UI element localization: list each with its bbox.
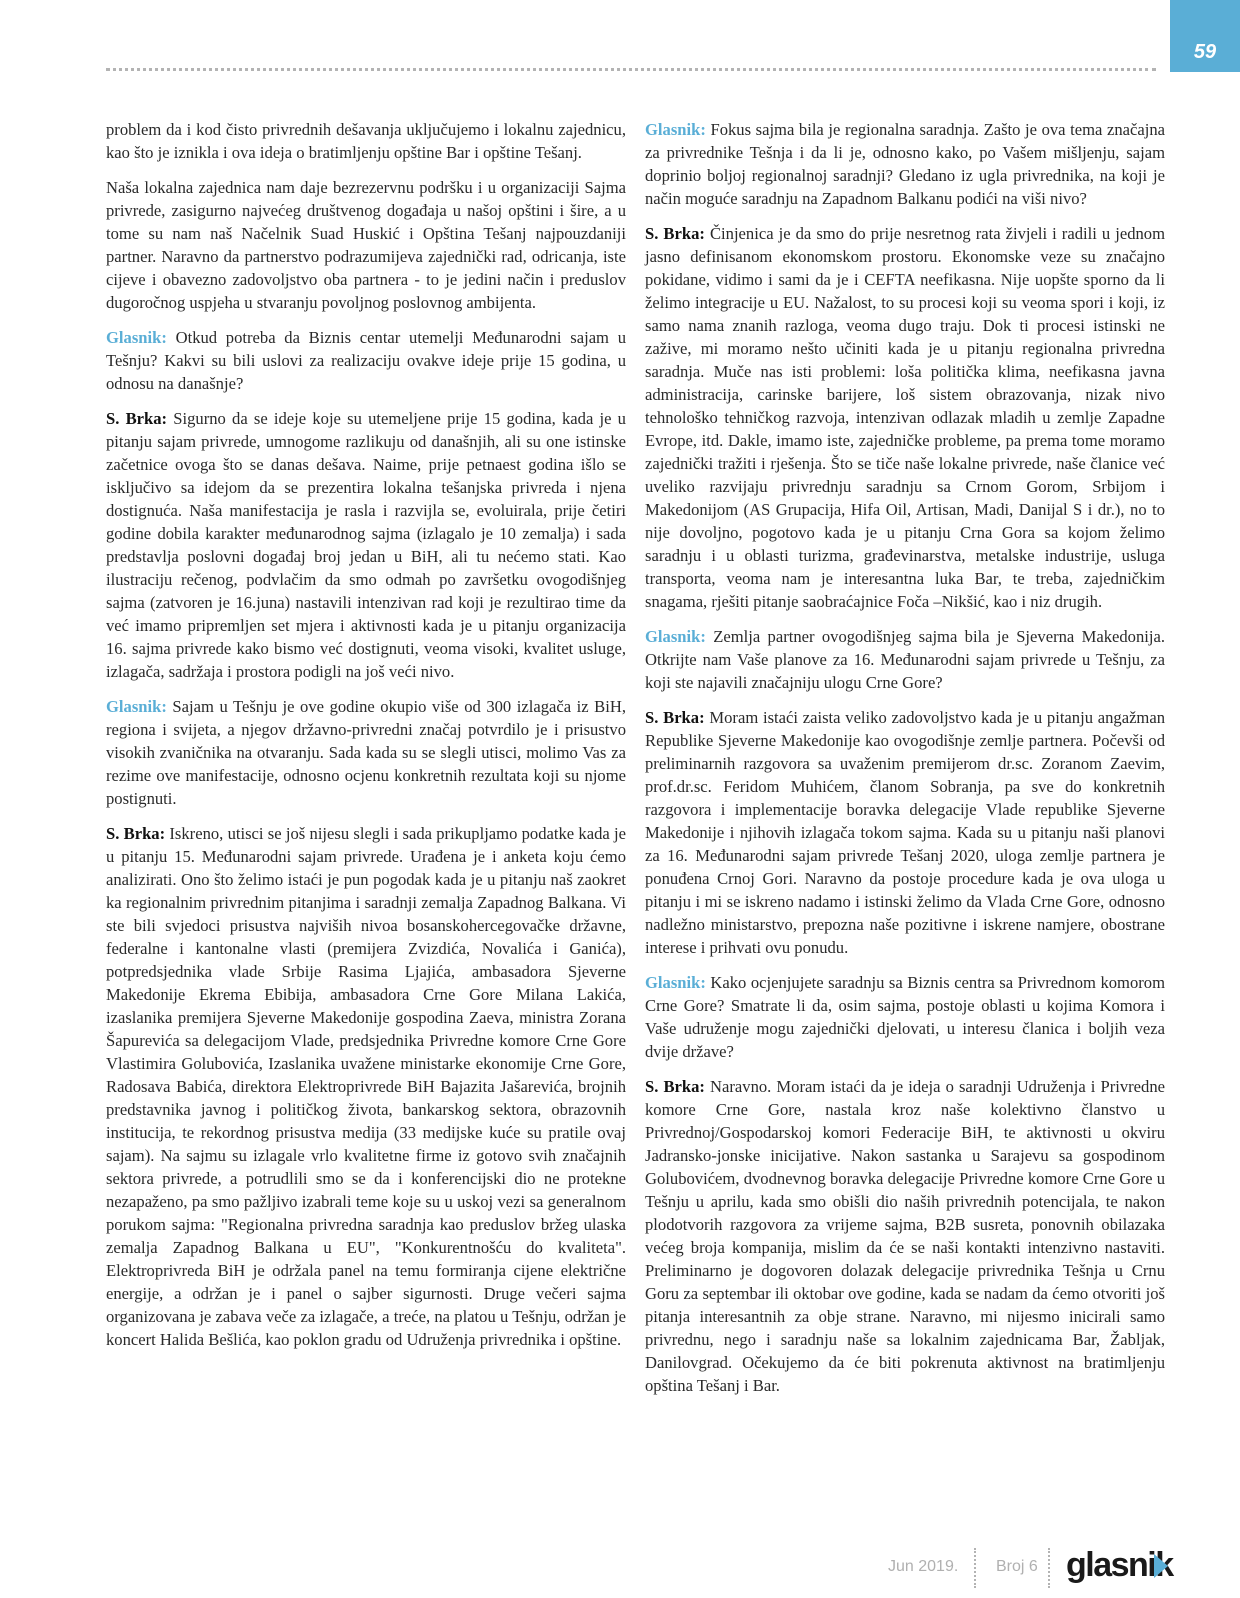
paragraph-text: Sajam u Tešnju je ove godine okupio više od 300 izlagača iz BiH, regiona i svijeta, a njegov državno-privredni značaj potvrdilo je i prisustvo visokih zvaničnika na otvaranju. Sada kada su se slegli utisci, molimo Vas za rezime ove manifestacije, odnosno ocjenu konkretnih rezultata koji su njome postignuti.: [106, 697, 626, 808]
page-number-tab: [1170, 0, 1240, 72]
page-number: 59: [1193, 41, 1217, 63]
paragraph: [106, 118, 626, 164]
interviewer-label: Glasnik:: [645, 627, 706, 646]
paragraph: [645, 1075, 1165, 1397]
paragraph-text: Moram istaći zaista veliko zadovoljstvo kada je u pitanju angažman Republike Sjeverne Makedonije kao ovogodišnje zemlje partnera. Počevši od preliminarnih razgovora sa uvaženim premijerom dr.sc. Zoranom Zaevim, prof.dr.sc. Feridom Muhićem, članom Sobranja, pa sve do konkretnih razgovora i implementacije boravka delegacije Vlade republike Sjeverne Makedonije i njihovih izlagača tokom sajma. Kada su u pitanju naši planovi za 16. Međunarodni sajam privrede Tešanj 2020, uloga zemlje partnera je ponuđena Crnoj Gori. Naravno da postoje procedure kada je ova uloga u pitanju i mi se iskreno nadamo i istinski želimo da Vlada Crne Gore, odnosno nadležno ministarstvo, prepozna naše pozitivne i iskrene namjere, obostrane interese i prihvati ovu ponudu.: [645, 708, 1166, 957]
paragraph: [645, 222, 1165, 613]
interviewee-label: S. Brka:: [645, 708, 705, 727]
paragraph-text: Naša lokalna zajednica nam daje bezrezervnu podršku i u organizaciji Sajma privrede, zasigurno najvećeg društvenog događaja u našoj opštini i šire, a u tome su nam naš Načelnik Suad Huskić i Opština Tešanj najpouzdaniji partner. Naravno da partnerstvo podrazumijeva zajednički rad, odricanja, iste cijeve i obavezno zadovoljstvo oba partnera - to je jedini način i preduslov dugoročnog uspjeha u stvaranju povoljnog poslovnog ambijenta.: [106, 178, 626, 312]
footer: [0, 1548, 1240, 1598]
left-column: [106, 118, 626, 1363]
logo-chevron-icon: [1154, 1554, 1168, 1578]
paragraph: [106, 407, 626, 683]
paragraph: [106, 326, 626, 395]
glasnik-logo: glasnik: [1066, 1546, 1173, 1584]
interviewee-label: S. Brka:: [106, 409, 168, 428]
interviewee-label: S. Brka:: [645, 1077, 705, 1096]
paragraph: [645, 625, 1165, 694]
paragraph-text: Iskreno, utisci se još nijesu slegli i sada prikupljamo podatke kada je u pitanju 15. Međunarodni sajam privrede. Urađena je i anketa koju ćemo analizirati. Ono što želimo istaći je pun pogodak kada je u pitanju naš zaokret ka regionalnim privrednim pitanjima i saradnji zemalja Zapadnog Balkana. Vi ste bili svjedoci prisustva najviših nivoa bosanskohercegovačke državne, federalne i kantonalne vlasti (premijera Zvizdića, Novalića i Ganića), potpredsjednika vlade Srbije Rasima Ljajića, ambasadora Sjeverne Makedonije Ekrema Ebibija, ambasadora Crne Gore Milana Lakića, izaslanika premijera Sjeverne Makedonije gospodina Zaeva, ministra Zorana Šapurevića sa delegacijom Vlade, predsjednika Privredne komore Crne Gore Vlastimira Golubovića, Izaslanika uvažene ministarke ekonomije Crne Gore, Radosava Babića, direktora Elektroprivrede BiH Bajazita Jašarevića, brojnih predstavnika javnog i političkog života, bankarskog sektora, obrazovnih institucija, te rekordnog prisustva medija (33 medijske kuće su pratile ovaj sajam). Na sajmu su izlagale vrlo kvalitetne firme iz gotovo svih značajnih sektora privrede, a potrudlili smo se da i konferencijski dio ne protekne nezapaženo, pa smo pažljivo izabrali teme koje su u uskoj vezi sa generalnom porukom sajma: "Regionalna privredna saradnja kao preduslov bržeg ulaska zemalja Zapadnog Balkana u EU", "Konkurentnošću do kvaliteta". Elektroprivreda BiH je održala panel na temu formiranja cijene električne energije, a održan je i panel o sajber sigurnosti. Druge večeri sajma organizovana je zabava veče za izlagače, a treće, na platou u Tešnju, održan je koncert Halida Bešlića, kao poklon gradu od Udruženja privrednika i opštine.: [106, 824, 626, 1349]
paragraph-text: Kako ocjenjujete saradnju sa Biznis centra sa Privrednom komorom Crne Gore? Smatrate li da, osim sajma, postoje oblasti u kojima Komora i Vaše udruženje mogu zajednički djelovati, u interesu članica i boljih veza dvije države?: [645, 973, 1165, 1061]
paragraph-text: Naravno. Moram istaći da je ideja o saradnji Udruženja i Privredne komore Crne Gore, nastala kroz naše kolektivno članstvo u Privrednoj/Gospodarskoj komori Federacije BiH, te aktivnosti u okviru Jadransko-jonske inicijative. Nakon sastanka u Sarajevu sa gospodinom Golubovićem, dvodnevnog boravka delegacije Privredne komore Crne Gore u Tešnju u aprilu, kada smo obišli dio naših privrednih potencijala, te nakon plodotvorih razgovora za vrijeme sajma, B2B susreta, ponovnih obilazaka većeg broja kompanija, mislim da će se naši kontakti intenzivno nastaviti. Preliminarno je dogovoren dolazak delegacije privrednika Tešnja u Crnu Goru za septembar ili oktobar ove godine, kada se nadam da ćemo otvoriti još pitanja interesantnih za obje strane. Naravno, mi nijesmo inicirali samo privrednu, nego i saradnju naše sa lokalnim zajednicama Bar, Žabljak, Danilovgrad. Očekujemo da će biti pokrenuta aktivnost na bratimljenju opština Tešanj i Bar.: [645, 1077, 1165, 1395]
paragraph-text: Otkud potreba da Biznis centar utemelji Međunarodni sajam u Tešnju? Kakvi su bili uslovi za realizaciju ovakve ideje prije 15 godina, u odnosu na današnje?: [106, 328, 626, 393]
paragraph-text: problem da i kod čisto privrednih dešavanja uključujemo i lokalnu zajednicu, kao što je iznikla i ova ideja o bratimljenju opštine Bar i opštine Tešanj.: [106, 120, 626, 162]
paragraph: [106, 695, 626, 810]
paragraph: [106, 822, 626, 1351]
paragraph-text: Zemlja partner ovogodišnjeg sajma bila je Sjeverna Makedonija. Otkrijte nam Vaše planove za 16. Međunarodni sajam privrede u Tešnju, za koji ste najavili značajniju ulogu Crne Gore?: [645, 627, 1165, 692]
footer-issue: Broj 6: [996, 1558, 1038, 1575]
paragraph: [645, 971, 1165, 1063]
interviewer-label: Glasnik:: [106, 328, 167, 347]
footer-date: Jun 2019.: [888, 1558, 959, 1575]
footer-divider-2: [1048, 1548, 1050, 1588]
interviewee-label: S. Brka:: [645, 224, 705, 243]
interviewer-label: Glasnik:: [106, 697, 167, 716]
paragraph: [645, 706, 1165, 959]
footer-divider: [974, 1548, 976, 1588]
interviewer-label: Glasnik:: [645, 973, 706, 992]
interviewee-label: S. Brka:: [106, 824, 166, 843]
interviewer-label: Glasnik:: [645, 120, 706, 139]
paragraph-text: Sigurno da se ideje koje su utemeljene prije 15 godina, kada je u pitanju sajam privrede, umnogome razlikuju od današnjih, ali su one istinske začetnice ovoga što se danas dešava. Naime, prije petnaest godina išlo se isključivo sa idejom da se prezentira lokalna tešanjska privreda i njena dostignuća. Naša manifestacija je rasla i razvijla se, evoluirala, prije četiri godine dobila karakter međunarodnog sajma (izlagalo je 10 zemalja) i sada predstavlja poslovni događaj broj jedan u BiH, ali tu nećemo stati. Kao ilustraciju rečenog, podvlačim da smo odmah po završetku ovogodišnjeg sajma (zatvoren je 16.juna) nastavili intenzivan rad koji je rezultirao time da već imamo pripremljen set mjera i aktivnosti kada je u pitanju organizacija 16. sajma privrede kako bismo već dostignuti, veoma visoki, kvalitet usluge, izlagača, sadržaja i prostora podigli na još veći nivo.: [106, 409, 626, 681]
paragraph-text: Činjenica je da smo do prije nesretnog rata živjeli i radili u jednom jasno definisanom ekonomskom prostoru. Ekonomske veze su značajno pokidane, vidimo i sami da je i CEFTA neefikasna. Nije uopšte sporno da li želimo integracije u EU. Nažalost, to su procesi koji su veoma spori i koji, iz samo nama znanih razloga, veoma dugo traju. Dok ti procesi istinski ne zažive, mi moramo nešto učiniti kada je u pitanju regionalna privredna saradnja. Muče nas isti problemi: loša politička klima, neefikasna javna administracija, carinske barijere, loš sistem obrazovanja, nizak nivo tehnološko tehničkog razvoja, intenzivan odlazak mladih u zemlje Zapadne Evrope, itd. Dakle, imamo iste, zajedničke probleme, pa prema tome moramo zajednički tražiti i rješenja. Što se tiče naše lokalne privrede, naše članice već uveliko razvijaju privrednju saradnju sa Crnom Gorom, Srbijom i Makedonijom (AS Grupacija, Hifa Oil, Artisan, Madi, Danijal S i dr.), no to nije dovoljno, pogotovo kada je u pitanju Crna Gora sa kojom želimo saradnju i u oblasti turizma, građevinarstva, metalske industrije, usluga transporta, veoma nam je interesantna luka Bar, te treba, zajedničkim snagama, rješiti pitanje saobraćajnice Foča –Nikšić, kao i niz drugih.: [645, 224, 1165, 611]
paragraph: [106, 176, 626, 314]
right-column: [645, 118, 1165, 1409]
paragraph-text: Fokus sajma bila je regionalna saradnja. Zašto je ova tema značajna za privrednike Tešnja i da li je, odnosno kako, po Vašem mišljenju, sajam doprinio boljoj regionalnoj saradnji? Gledano iz ugla privrednika, na koji je način moguće saradnju na Zapadnom Balkanu podići na viši nivo?: [645, 120, 1165, 208]
header-divider: [106, 68, 1156, 71]
paragraph: [645, 118, 1165, 210]
